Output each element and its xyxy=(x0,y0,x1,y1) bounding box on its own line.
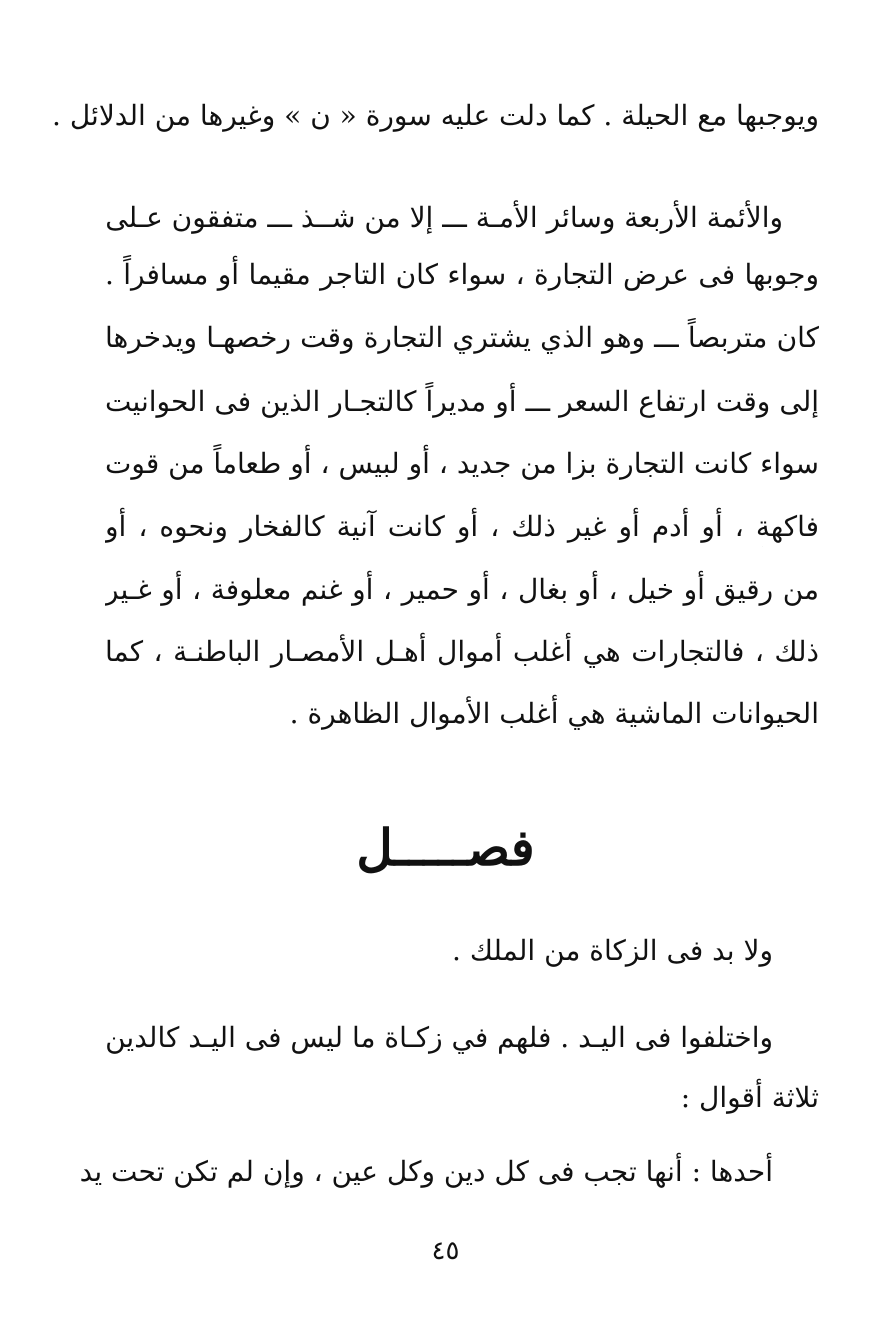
text-line-10: الحيوانات الماشية هي أغلب الأموال الظاهرة . xyxy=(289,697,819,730)
text-line-1: ويوجبها مع الحيلة . كما دلت عليه سورة « ن » وغيرها من الدلائل . xyxy=(52,99,819,132)
text-line-6: سواء كانت التجارة بزا من جديد ، أو لبيس ، أو طعاماً من قوت xyxy=(105,447,819,480)
section-heading: فصـــــل xyxy=(356,818,535,877)
text-line-3: وجوبها فى عرض التجارة ، سواء كان التاجر مقيما أو مسافراً . xyxy=(105,258,819,291)
page-number: ٤٥ xyxy=(431,1236,460,1266)
text-line-8: من رقيق أو خيل ، أو بغال ، أو حمير ، أو غنم معلوفة ، أو غـير xyxy=(105,573,819,606)
text-line-4: كان متربصاً ـــ وهو الذي يشتري التجارة وقت رخصهـا ويدخرها xyxy=(105,321,819,354)
text-line-7: فاكهة ، أو أدم أو غير ذلك ، أو كانت آنية كالفخار ونحوه ، أو xyxy=(105,510,819,543)
text-line-13: ثلاثة أقوال : xyxy=(680,1081,819,1114)
text-line-12: واختلفوا فى اليـد . فلهم في زكـاة ما ليس فى اليـد كالدين xyxy=(105,1021,773,1054)
text-line-11: ولا بد فى الزكاة من الملك . xyxy=(452,934,773,967)
text-line-14: أحدها : أنها تجب فى كل دين وكل عين ، وإن لم تكن تحت يد xyxy=(79,1155,773,1188)
paragraph-start-line: والأئمة الأربعة وسائر الأمـة ـــ إلا من شــذ ـــ متفقون عـلى xyxy=(105,201,783,234)
text-line-5: إلى وقت ارتفاع السعر ـــ أو مديراً كالتجـار الذين فى الحوانيت xyxy=(105,385,819,418)
text-line-9: ذلك ، فالتجارات هي أغلب أموال أهـل الأمصـار الباطنـة ، كما xyxy=(105,635,819,668)
